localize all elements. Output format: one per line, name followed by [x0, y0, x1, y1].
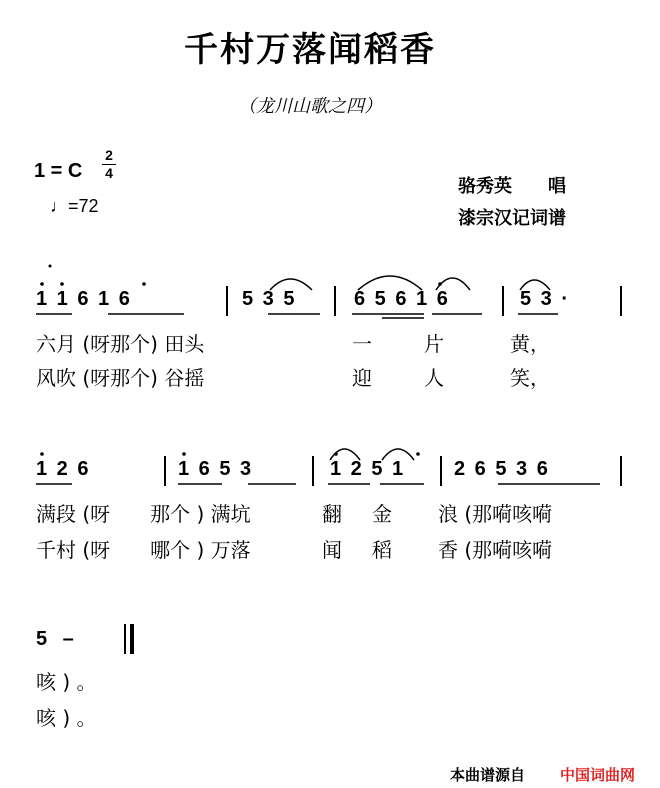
- octave-dot: [40, 282, 44, 286]
- octave-dot: [40, 452, 44, 456]
- time-sig-top: 2: [105, 147, 113, 163]
- tempo-value: =72: [68, 196, 99, 216]
- measure-notes: 5 3 5: [242, 288, 295, 310]
- lyric-verse-2: 笑，: [510, 366, 550, 390]
- recorder-credit: 漆宗汉记词谱: [458, 208, 566, 229]
- song-title: 千村万落闻稻香: [184, 30, 436, 70]
- lyric-verse-2: 香 (那嗬咳嗬: [438, 538, 553, 562]
- octave-dot: [416, 452, 420, 456]
- lyric-verse-2: 人: [424, 366, 444, 390]
- lyric-verse-2: 风吹 (呀那个) 谷摇: [36, 366, 205, 390]
- slur: [270, 279, 312, 290]
- measure-notes: 5 3 ·: [520, 288, 569, 310]
- measure-notes: 1 6 5 3: [178, 458, 252, 480]
- site-watermark[interactable]: 中国词曲网: [560, 766, 636, 784]
- quarter-note-icon: ♩: [50, 196, 68, 216]
- slur: [358, 276, 422, 290]
- slur: [382, 449, 414, 460]
- lyric-verse-2: 迎: [352, 366, 372, 390]
- measure-notes: 5 –: [36, 628, 74, 650]
- lyric-verse-2: 稻: [372, 538, 392, 562]
- slur: [330, 449, 360, 460]
- lyric-verse-2: 咳 ) 。: [36, 706, 97, 730]
- measure-notes: 2 6 5 3 6: [454, 458, 548, 480]
- slur: [436, 278, 470, 290]
- lyric-verse-2: 千村 (呀 哪个 ) 万落: [36, 538, 251, 562]
- lyric-verse-1: 六月 (呀那个) 田头: [36, 332, 205, 356]
- measure-notes: 6 5 6 1 6: [354, 288, 448, 310]
- lyric-verse-1: 黄，: [510, 332, 550, 356]
- song-subtitle: （龙川山歌之四）: [238, 96, 382, 117]
- measure-notes: 1 2 6: [36, 458, 89, 480]
- octave-dot: [182, 452, 186, 456]
- measure-notes: 1 2 5 1: [330, 458, 404, 480]
- lyric-verse-1: 一: [352, 332, 372, 356]
- time-sig-bottom: 4: [105, 165, 113, 181]
- lyric-verse-1: 浪 (那嗬咳嗬: [438, 502, 553, 526]
- key-signature: 1 = C: [34, 160, 83, 182]
- lyric-verse-1: 咳 ) 。: [36, 670, 97, 694]
- octave-dot: [60, 282, 64, 286]
- octave-dot: [142, 282, 146, 286]
- lyric-verse-2: 闻: [322, 538, 342, 562]
- lyric-verse-1: 满段 (呀 那个 ) 满坑: [36, 502, 251, 526]
- measure-notes: 1 1 6 1 6: [36, 288, 130, 310]
- lyric-verse-1: 金: [372, 502, 392, 526]
- source-note: 本曲谱源自: [450, 766, 526, 784]
- singer-credit: 骆秀英 唱: [458, 176, 566, 197]
- lyric-verse-1: 片: [424, 332, 444, 356]
- lyric-verse-1: 翻: [322, 502, 342, 526]
- octave-dot: [49, 265, 52, 268]
- slur: [520, 280, 550, 290]
